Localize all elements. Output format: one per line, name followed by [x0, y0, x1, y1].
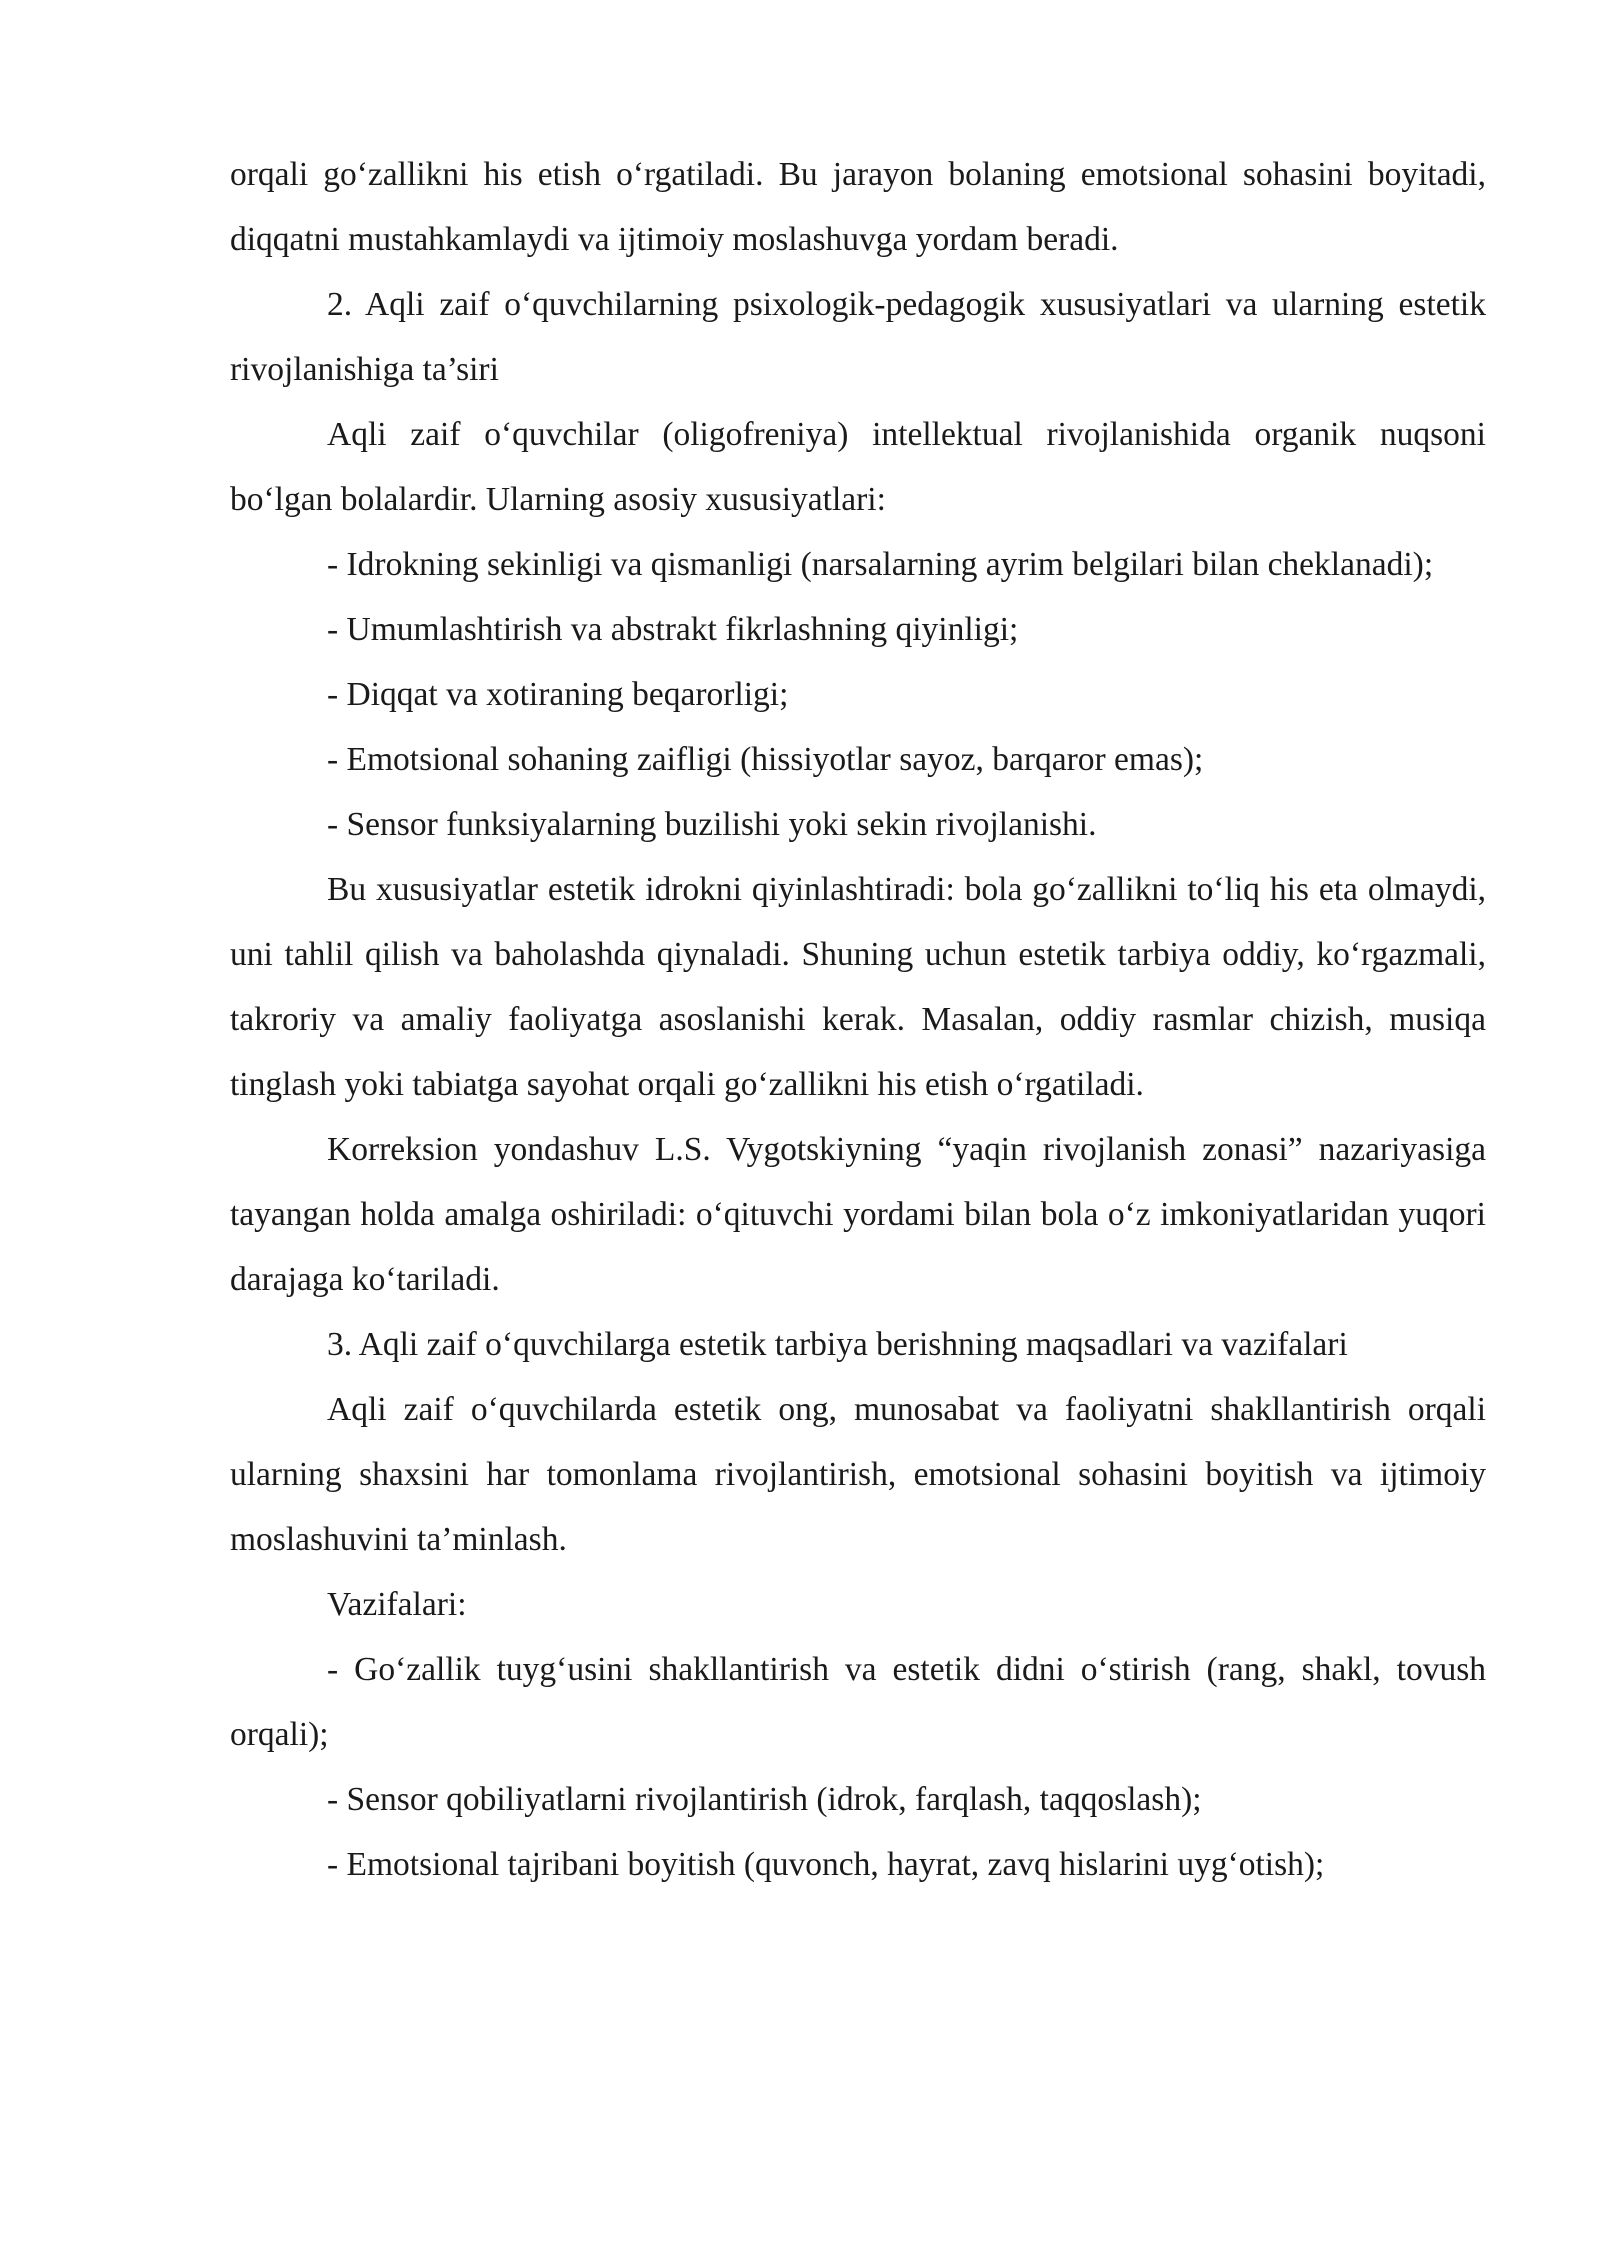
tasks-heading: Vazifalari:: [327, 1586, 467, 1623]
list-item: - Idrokning sekinligi va qismanligi (narsalarning ayrim belgilari bilan cheklanadi);: [327, 546, 1434, 583]
list-item: - Diqqat va xotiraning beqarorligi;: [327, 676, 789, 713]
list-item: - Sensor qobiliyatlarni rivojlantirish (idrok, farqlash, taqqoslash);: [327, 1781, 1202, 1818]
list-item: - Emotsional tajribani boyitish (quvonch, hayrat, zavq hislarini uyg‘otish);: [327, 1846, 1325, 1883]
paragraph-intro: Aqli zaif o‘quvchilar (oligofreniya) intellektual rivojlanishida organik nuqsoni bo‘lgan bolalardir. Ularning asosiy xususiyatlari:: [230, 416, 1486, 518]
list-item: - Emotsional sohaning zaifligi (hissiyotlar sayoz, barqaror emas);: [327, 741, 1204, 778]
paragraph-body: Korreksion yondashuv L.S. Vygotskiyning “yaqin rivojlanish zonasi” nazariyasiga tayangan holda amalga oshiriladi: o‘qituvchi yordami bilan bola o‘z imkoniyatlaridan yuqori darajaga ko‘tariladi.: [230, 1131, 1486, 1298]
list-item: - Go‘zallik tuyg‘usini shakllantirish va estetik didni o‘stirish (rang, shakl, tovush orqali);: [230, 1651, 1486, 1753]
list-item: - Umumlashtirish va abstrakt fikrlashning qiyinligi;: [327, 611, 1019, 648]
document-page: [230, 142, 1486, 1897]
section-heading-3: 3. Aqli zaif o‘quvchilarga estetik tarbiya berishning maqsadlari va vazifalari: [327, 1326, 1348, 1363]
paragraph-body: Bu xususiyatlar estetik idrokni qiyinlashtiradi: bola go‘zallikni to‘liq his eta olmaydi, uni tahlil qilish va baholashda qiynaladi. Shuning uchun estetik tarbiya oddiy, ko‘rgazmali, takroriy va amaliy faoliyatga asoslanishi kerak. Masalan, oddiy rasmlar chizish, musiqa tinglash yoki tabiatga sayohat orqali go‘zallikni his etish o‘rgatiladi.: [230, 871, 1486, 1103]
list-item: - Sensor funksiyalarning buzilishi yoki sekin rivojlanishi.: [327, 806, 1097, 843]
section-heading-2: 2. Aqli zaif o‘quvchilarning psixologik-pedagogik xususiyatlari va ularning estetik rivojlanishiga ta’siri: [230, 286, 1486, 388]
paragraph-body: Aqli zaif o‘quvchilarda estetik ong, munosabat va faoliyatni shakllantirish orqali ularning shaxsini har tomonlama rivojlantirish, emotsional sohasini boyitish va ijtimoiy moslashuvini ta’minlash.: [230, 1391, 1486, 1558]
paragraph-continuation: orqali go‘zallikni his etish o‘rgatiladi. Bu jarayon bolaning emotsional sohasini boyitadi, diqqatni mustahkamlaydi va ijtimoiy moslashuvga yordam beradi.: [230, 156, 1486, 258]
